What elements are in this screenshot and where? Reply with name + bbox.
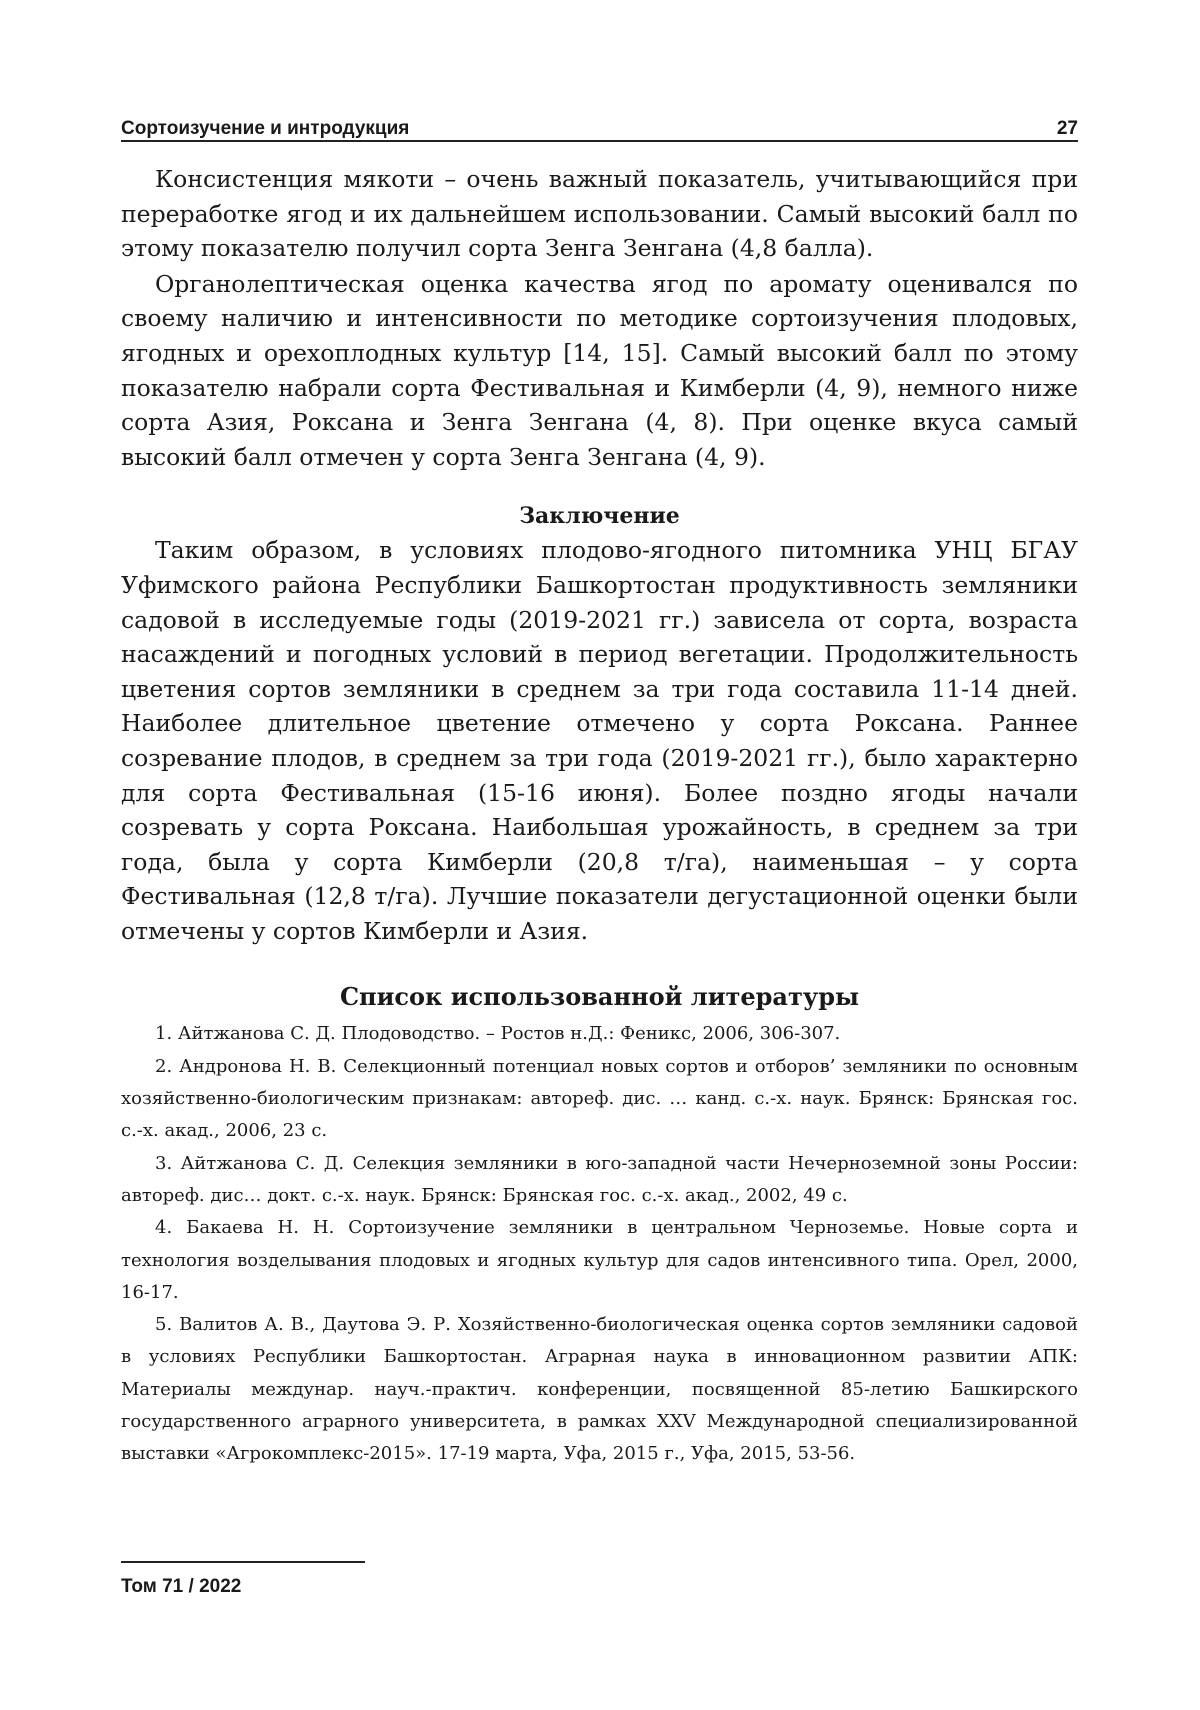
reference-item: 4. Бакаева Н. Н. Сортоизучение земляники в центральном Черноземье. Новые сорта и технология возделывания плодовых и ягодных культур для садов интенсивного типа. Орел, 2000, 16-17. — [121, 1217, 1078, 1303]
reference-item: 5. Валитов А. В., Даутова Э. Р. Хозяйственно-биологическая оценка сортов земляники садовой в условиях Республики Башкортостан. Аграрная наука в инновационном развитии АПК: Материалы междунар. науч.-практич. конференции, посвященной 85-летию Башкирского государственного аграрного университета, в рамках XXV Международной специализированной выставки «Агрокомплекс-2015». 17-19 марта, Уфа, 2015 г., Уфа, 2015, 53-56. — [121, 1314, 1078, 1465]
footer-divider — [121, 1561, 365, 1563]
paragraph: Консистенция мякоти – очень важный показатель, учитывающийся при переработке ягод и их дальнейшем использовании. Самый высокий балл по этому показателю получил сорта Зенга Зенгана (4,8 балла). — [121, 165, 1078, 263]
page-number: 27 — [1056, 118, 1078, 139]
conclusion-heading: Заключение — [519, 503, 680, 530]
volume-footer: Том 71 / 2022 — [121, 1576, 242, 1597]
header-divider — [121, 140, 1078, 142]
section-title-header: Сортоизучение и интродукция — [121, 118, 410, 139]
conclusion-paragraph: Таким образом, в условиях плодово-ягодного питомника УНЦ БГАУ Уфимского района Республики Башкортостан продуктивность земляники садовой в исследуемые годы (2019-2021 гг.) зависела от сорта, возраста насаждений и погодных условий в период вегетации. Продолжительность цветения сортов земляники в среднем за три года составила 11-14 дней. Наиболее длительное цветение отмечено у сорта Роксана. Раннее созревание плодов, в среднем за три года (2019-2021 гг.), было характерно для сорта Фестивальная (15-16 июня). Более поздно ягоды начали созревать у сорта Роксана. Наибольшая урожайность, в среднем за три года, была у сорта Кимберли (20,8 т/га), наименьшая – у сорта Фестивальная (12,8 т/га). Лучшие показатели дегустационной оценки были отмечены у сортов Кимберли и Азия. — [121, 536, 1078, 945]
article-body — [121, 162, 1078, 1471]
references-heading: Список использованной литературы — [339, 982, 860, 1012]
reference-item: 3. Айтжанова С. Д. Селекция земляники в юго-западной части Нечерноземной зоны России: автореф. дис… докт. с.-х. наук. Брянск: Брянская гос. с.-х. акад., 2002, 49 с. — [121, 1152, 1078, 1206]
running-header — [121, 112, 1078, 140]
spacer — [121, 949, 1078, 980]
references-list — [121, 1018, 1078, 1470]
reference-item: 2. Андронова Н. В. Селекционный потенциал новых сортов и отборов’ земляники по основным хозяйственно-биологическим признакам: автореф. дис. … канд. с.-х. наук. Брянск: Брянская гос. с.-х. акад., 2006, 23 с. — [121, 1055, 1078, 1142]
paragraph: Органолептическая оценка качества ягод по аромату оценивался по своему наличию и интенсивности по методике сортоизучения плодовых, ягодных и орехоплодных культур [14, 15]. Самый высокий балл по этому показателю набрали сорта Фестивальная и Кимберли (4, 9), немного ниже сорта Азия, Роксана и Зенга Зенгана (4, 8). При оценке вкуса самый высокий балл отмечен у сорта Зенга Зенгана (4, 9). — [121, 269, 1078, 471]
spacer — [121, 475, 1078, 499]
journal-page — [121, 0, 1078, 1710]
reference-item: 1. Айтжанова С. Д. Плодоводство. – Ростов н.Д.: Феникс, 2006, 306-307. — [155, 1023, 841, 1045]
